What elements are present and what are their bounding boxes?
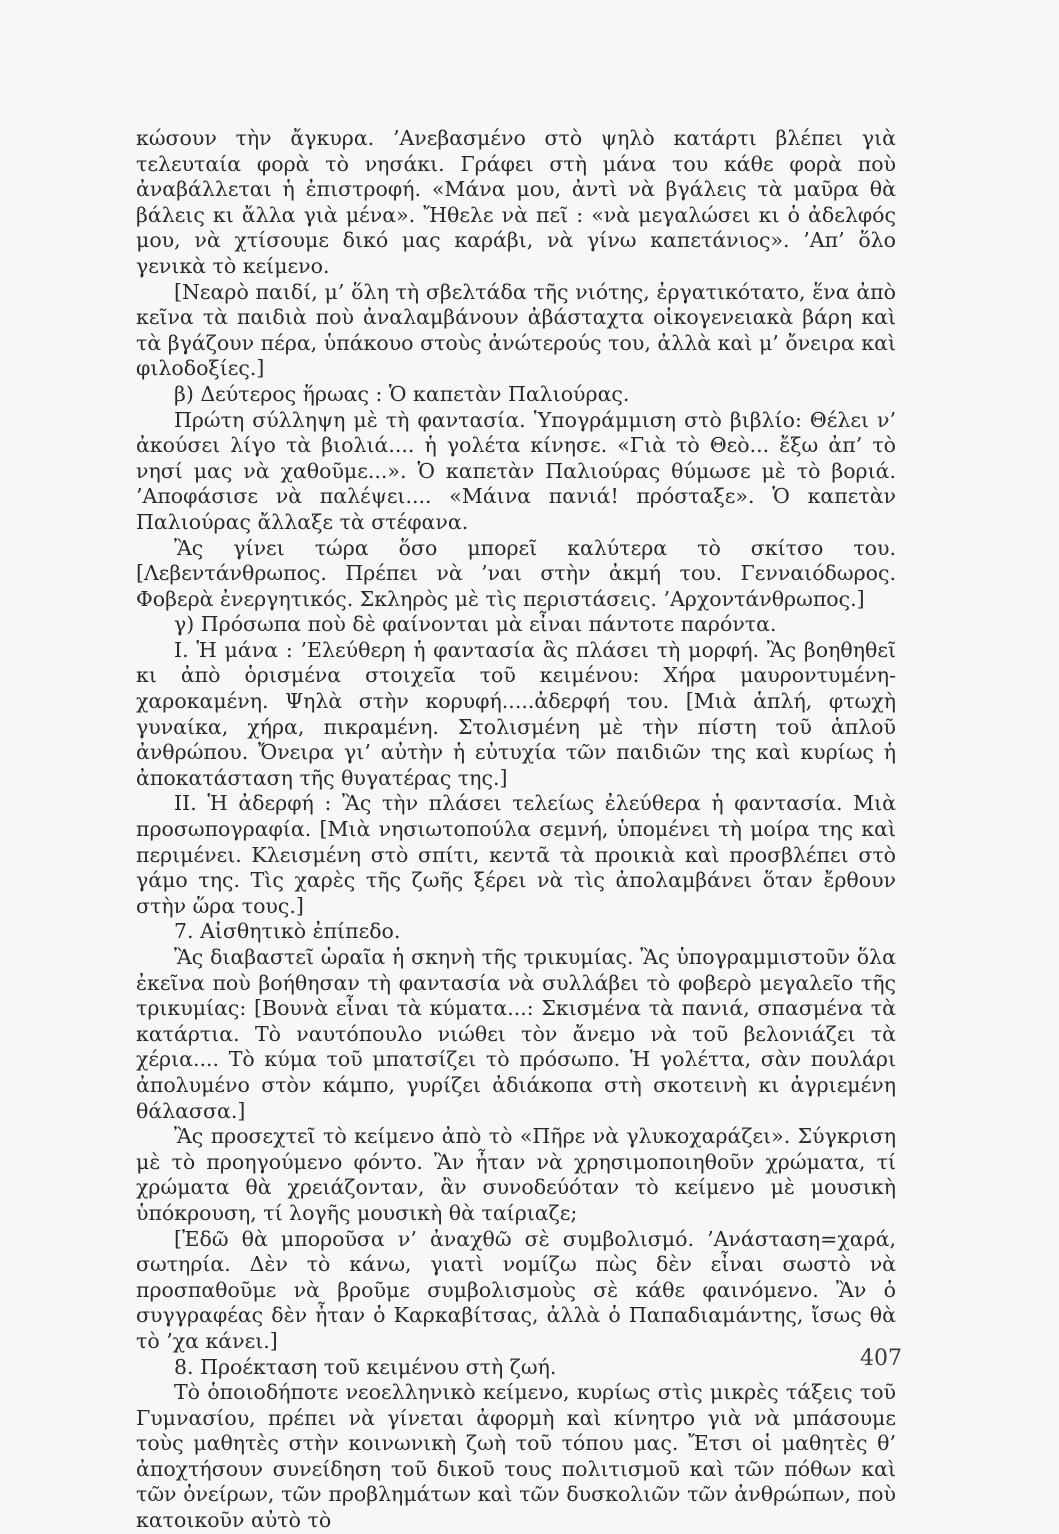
page-number: 407 xyxy=(860,1346,902,1371)
paragraph-14: Τὸ ὁποιοδήποτε νεοελληνικὸ κείμενο, κυρίως στὶς μικρὲς τάξεις τοῦ Γυμνασίου, πρέπει νὰ γίνεται ἀφορμὴ καὶ κίνητρο γιὰ νὰ μπάσουμε τοὺς μαθητὲς στὴν κοινωνικὴ ζωὴ τοῦ τόπου μας. Ἔτσι οἱ μαθητὲς θ’ ἀποχτήσουν συνείδηση τοῦ δικοῦ τους πολιτισμοῦ καὶ τῶν πόθων καὶ τῶν ὀνείρων, τῶν προβλημάτων καὶ τῶν δυσκολιῶν τῶν ἀνθρώπων, ποὺ κατοικοῦν αὐτὸ τὸ xyxy=(136,1380,896,1533)
paragraph-6: γ) Πρόσωπα ποὺ δὲ φαίνονται μὰ εἶναι πάντοτε παρόντα. xyxy=(174,612,777,637)
paragraph-9: 7. Αἰσθητικὸ ἐπίπεδο. xyxy=(174,919,401,944)
paragraph-5: Ἂς γίνει τώρα ὅσο μπορεῖ καλύτερα τὸ σκίτσο του. [Λεβεντάνθρωπος. Πρέπει νὰ ’ναι στὴν ἀκμή του. Γενναιόδωρος. Φοβερὰ ἐνεργητικός. Σκληρὸς μὲ τὶς περιστάσεις. ’Αρχοντάνθρωπος.] xyxy=(136,535,896,611)
paragraph-11: Ἂς προσεχτεῖ τὸ κείμενο ἀπὸ τὸ «Πῆρε νὰ γλυκοχαράζει». Σύγκριση μὲ τὸ προηγούμενο φόντο. Ἂν ἦταν νὰ χρησιμοποιηθοῦν χρώματα, τί χρώματα θὰ χρειάζονταν, ἂν συνοδεύόταν τὸ κείμενο μὲ μουσικὴ ὑπόκρουση, τί λογῆς μουσικὴ θὰ ταίριαζε; xyxy=(136,1124,896,1225)
paragraph-10: Ἂς διαβαστεῖ ὡραῖα ἡ σκηνὴ τῆς τρικυμίας. Ἂς ὑπογραμμιστοῦν ὅλα ἐκεῖνα ποὺ βοήθησαν τὴ φαντασία νὰ συλλάβει τὸ φοβερὸ μεγαλεῖο τῆς τρικυμίας: [Βουνὰ εἶναι τὰ κύματα...: Σκισμένα τὰ πανιά, σπασμένα τὰ κατάρτια. Τὸ ναυτόπουλο νιώθει τὸν ἄνεμο νὰ τοῦ βελονιάζει τὰ χέρια.... Τὸ κύμα τοῦ μπατσίζει τὸ πρόσωπο. Ἡ γολέττα, σὰν πουλάρι ἀπολυμένο στὸν κάμπο, γυρίζει ἀδιάκοπα στὴ σκοτεινὴ κι ἀγριεμένη θάλασσα.] xyxy=(136,945,896,1123)
page-body-text xyxy=(136,126,896,1534)
paragraph-3: β) Δεύτερος ἥρωας : Ὁ καπετὰν Παλιούρας. xyxy=(174,381,630,406)
paragraph-8: ΙΙ. Ἡ ἀδερφή : Ἂς τὴν πλάσει τελείως ἐλεύθερα ἡ φαντασία. Μιὰ προσωπογραφία. [Μιὰ νησιωτοπούλα σεμνή, ὑπομένει τὴ μοίρα της καὶ περιμένει. Κλεισμένη στὸ σπίτι, κεντᾶ τὰ προικιὰ καὶ προσβλέπει στὸ γάμο της. Τὶς χαρὲς τῆς ζωῆς ξέρει νὰ τὶς ἀπολαμβάνει ὅταν ἔρθουν στὴν ὥρα τους.] xyxy=(136,791,896,918)
paragraph-7: Ι. Ἡ μάνα : ’Ελεύθερη ἡ φαντασία ἂς πλάσει τὴ μορφή. Ἂς βοηθηθεῖ κι ἀπὸ ὁρισμένα στοιχεῖα τοῦ κειμένου: Χήρα μαυροντυμένη-χαροκαμένη. Ψηλὰ στὴν κορυφή.....ἀδερφή του. [Μιὰ ἁπλή, φτωχὴ γυναίκα, χήρα, πικραμένη. Στολισμένη μὲ τὴν πίστη τοῦ ἁπλοῦ ἀνθρώπου. Ὄνειρα γι’ αὐτὴν ἡ εὐτυχία τῶν παιδιῶν της καὶ κυρίως ἡ ἀποκατάσταση τῆς θυγατέρας της.] xyxy=(136,637,896,790)
paragraph-4: Πρώτη σύλληψη μὲ τὴ φαντασία. Ὑπογράμμιση στὸ βιβλίο: Θέλει ν’ ἀκούσει λίγο τὰ βιολιά.... ἡ γολέτα κίνησε. «Γιὰ τὸ Θεὸ... ἔξω ἀπ’ τὸ νησί μας νὰ χαθοῦμε...». Ὁ καπετὰν Παλιούρας θύμωσε μὲ τὸ βοριά. ’Αποφάσισε νὰ παλέψει.... «Μάινα πανιά! πρόσταξε». Ὁ καπετὰν Παλιούρας ἄλλαξε τὰ στέφανα. xyxy=(136,407,896,534)
paragraph-12: [Ἐδῶ θὰ μποροῦσα ν’ ἀναχθῶ σὲ συμβολισμό. ’Ανάσταση=χαρά, σωτηρία. Δὲν τὸ κάνω, γιατὶ νομίζω πὼς δὲν εἶναι σωστὸ νὰ προσπαθοῦμε νὰ βροῦμε συμβολισμοὺς σὲ κάθε φαινόμενο. Ἂν ὁ συγγραφέας δὲν ἦταν ὁ Καρκαβίτσας, ἀλλὰ ὁ Παπαδιαμάντης, ἴσως θὰ τὸ ’χα κάνει.] xyxy=(136,1226,896,1353)
paragraph-2: [Νεαρὸ παιδί, μ’ ὅλη τὴ σβελτάδα τῆς νιότης, ἐργατικότατο, ἕνα ἀπὸ κεῖνα τὰ παιδιὰ ποὺ ἀναλαμβάνουν ἀβάσταχτα οἰκογενειακὰ βάρη καὶ τὰ βγάζουν πέρα, ὑπάκουο στοὺς ἀνώτερούς του, ἀλλὰ καὶ μ’ ὄνειρα καὶ φιλοδοξίες.] xyxy=(136,279,896,381)
paragraph-13: 8. Προέκταση τοῦ κειμένου στὴ ζωή. xyxy=(174,1354,557,1379)
paragraph-1: κώσουν τὴν ἄγκυρα. ’Ανεβασμένο στὸ ψηλὸ κατάρτι βλέπει γιὰ τελευταία φορὰ τὸ νησάκι. Γράφει στὴ μάνα του κάθε φορὰ ποὺ ἀναβάλλεται ἡ ἐπιστροφή. «Μάνα μου, ἀντὶ νὰ βγάλεις τὰ μαῦρα θὰ βάλεις κι ἄλλα γιὰ μένα». Ἤθελε νὰ πεῖ : «νὰ μεγαλώσει κι ὁ ἀδελφός μου, νὰ χτίσουμε δικό μας καράβι, νὰ γίνω καπετάνιος». ’Απ’ ὅλο γενικὰ τὸ κείμενο. xyxy=(136,126,896,278)
